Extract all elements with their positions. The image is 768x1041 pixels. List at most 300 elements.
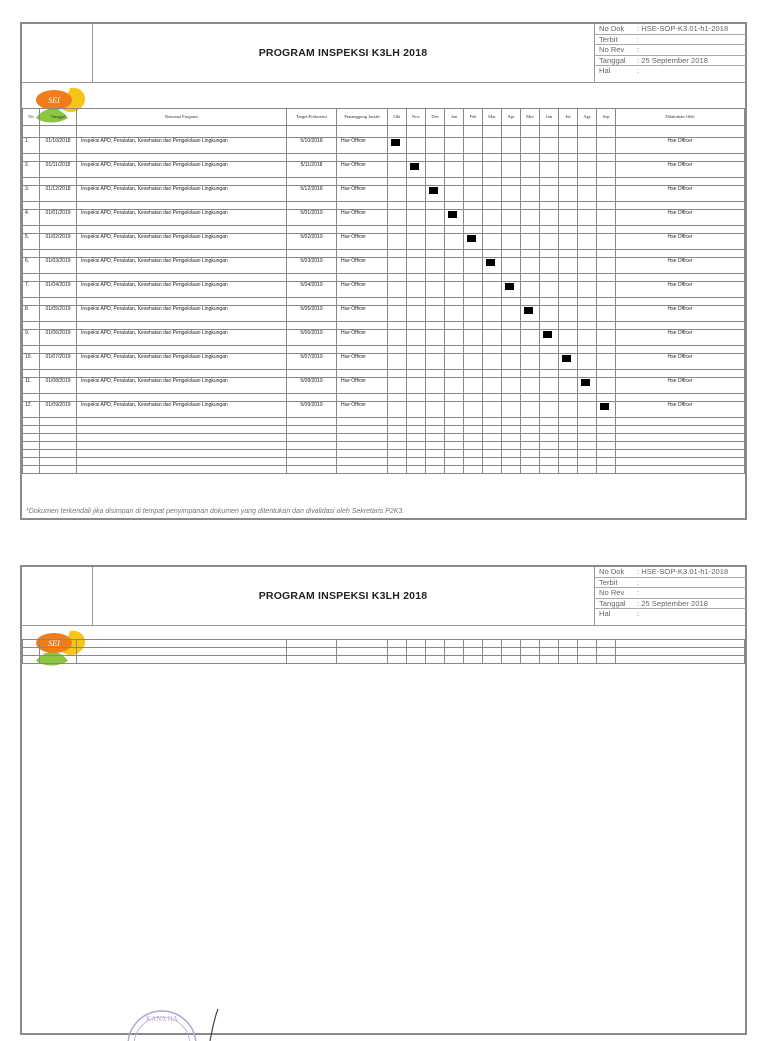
table-cell [616,466,745,474]
month-cell [445,138,464,154]
table-cell [597,648,616,656]
table-cell [559,418,578,426]
table-cell [521,656,540,664]
table-cell [40,154,77,162]
table-cell [23,450,40,458]
meta-tanggal: Tanggal : 25 September 2018 [595,56,746,67]
table-cell [540,640,559,648]
table-cell [502,126,521,138]
month-cell [388,162,407,178]
table-cell [23,250,40,258]
schedule-mark [391,139,400,146]
table-body [23,126,745,474]
table-cell [426,298,445,306]
table-cell [337,640,388,648]
table-cell [540,226,559,234]
table-row [23,330,745,346]
table-body [23,640,745,664]
table-row [23,186,745,202]
table-cell [287,126,337,138]
month-cell [597,234,616,250]
table-cell [616,442,745,450]
table-cell [597,274,616,282]
month-cell [445,378,464,394]
table-header-row [23,109,745,126]
table-cell [445,394,464,402]
table-cell [23,418,40,426]
table-cell [445,434,464,442]
table-cell [40,298,77,306]
table-cell [597,126,616,138]
table-cell [287,442,337,450]
table-cell [407,322,426,330]
table-cell [483,458,502,466]
month-cell [483,402,502,418]
month-cell [597,282,616,298]
row-target: 5/02/2019 [287,234,337,250]
meta-tanggal: Tanggal : 25 September 2018 [595,599,746,610]
table-cell [464,298,483,306]
table-cell [407,370,426,378]
table-cell [597,346,616,354]
table-cell [77,394,287,402]
row-tanggal: 01/06/2019 [40,330,77,346]
table-cell [388,250,407,258]
table-cell [445,648,464,656]
table-cell [77,226,287,234]
row-tanggal: 01/10/2018 [40,138,77,154]
table-cell [287,298,337,306]
table-cell [559,656,578,664]
table-cell [521,178,540,186]
month-cell [578,306,597,322]
month-cell [597,354,616,370]
month-cell [445,234,464,250]
header-tanggal: Tanggal [40,109,77,126]
table-cell [502,466,521,474]
empty-row [23,274,745,282]
row-dilakukan-oleh: Hse Officer [616,402,745,418]
month-cell [540,186,559,202]
row-target: 5/11/2018 [287,162,337,178]
row-dilakukan-oleh: Hse Officer [616,162,745,178]
month-cell [540,306,559,322]
month-cell [445,162,464,178]
empty-row [23,394,745,402]
month-cell [502,306,521,322]
table-cell [445,640,464,648]
table-cell [337,126,388,138]
table-cell [388,274,407,282]
table-cell [388,418,407,426]
table-cell [502,322,521,330]
table-cell [23,656,40,664]
table-cell [616,656,745,664]
table-cell [77,202,287,210]
month-cell [597,138,616,154]
table-cell [616,418,745,426]
month-cell [578,330,597,346]
table-cell [23,442,40,450]
month-cell [388,258,407,274]
month-cell [464,306,483,322]
table-cell [578,226,597,234]
row-penanggung-jawab: Hse Officer [337,234,388,250]
table-cell [616,298,745,306]
table-cell [445,202,464,210]
svg-text:SEI: SEI [48,639,60,648]
month-cell [445,186,464,202]
month-cell [502,186,521,202]
month-cell [578,162,597,178]
table-cell [540,202,559,210]
month-cell [578,210,597,226]
table-cell [407,458,426,466]
table-cell [559,466,578,474]
table-cell [388,226,407,234]
table-cell [23,346,40,354]
table-cell [521,274,540,282]
row-target: 5/01/2019 [287,210,337,226]
table-cell [40,322,77,330]
empty-row [23,226,745,234]
table-cell [407,450,426,458]
row-penanggung-jawab: Hse Officer [337,330,388,346]
table-cell [540,458,559,466]
table-cell [287,274,337,282]
month-cell [578,186,597,202]
table-cell [407,202,426,210]
month-cell [578,258,597,274]
month-cell [559,330,578,346]
table-cell [426,450,445,458]
table-cell [407,466,426,474]
month-cell [407,306,426,322]
row-target: 5/03/2019 [287,258,337,274]
empty-row [23,426,745,434]
table-cell [502,178,521,186]
month-cell [426,330,445,346]
header-no: No [23,109,40,126]
row-penanggung-jawab: Hse Officer [337,210,388,226]
table-row [23,378,745,394]
month-cell [578,234,597,250]
table-cell [578,656,597,664]
table-cell [559,434,578,442]
table-cell [464,394,483,402]
header-month: Jul [559,109,578,126]
month-cell [426,138,445,154]
table-cell [483,426,502,434]
month-cell [521,162,540,178]
row-number: 1. [23,138,40,154]
table-cell [388,126,407,138]
row-target: 5/04/2019 [287,282,337,298]
table-cell [502,442,521,450]
table-cell [540,450,559,458]
row-dilakukan-oleh: Hse Officer [616,378,745,394]
table-cell [445,656,464,664]
svg-text:KANA HA: KANA HA [146,1015,178,1023]
month-cell [388,306,407,322]
table-row [23,306,745,322]
row-dilakukan-oleh: Hse Officer [616,354,745,370]
table-cell [23,640,40,648]
month-cell [407,402,426,418]
table-cell [337,154,388,162]
empty-row [23,648,745,656]
inspection-table [22,108,745,474]
row-number: 8. [23,306,40,322]
table-cell [483,394,502,402]
month-cell [521,186,540,202]
table-cell [540,648,559,656]
row-dilakukan-oleh: Hse Officer [616,306,745,322]
table-cell [445,322,464,330]
month-cell [502,234,521,250]
table-cell [483,322,502,330]
month-cell [426,162,445,178]
empty-row [23,450,745,458]
table-cell [77,370,287,378]
table-cell [77,322,287,330]
table-cell [502,450,521,458]
table-cell [597,426,616,434]
table-cell [578,370,597,378]
row-rencana: Inspeksi APD, Peralatan, Kesehatan dan Pengelolaan Lingkungan [77,282,287,298]
table-cell [40,466,77,474]
table-cell [23,154,40,162]
month-cell [464,138,483,154]
table-cell [464,178,483,186]
row-rencana: Inspeksi APD, Peralatan, Kesehatan dan Pengelolaan Lingkungan [77,378,287,394]
table-cell [616,126,745,138]
table-cell [483,154,502,162]
table-cell [77,126,287,138]
month-cell [426,402,445,418]
svg-text:SEI: SEI [48,96,60,105]
table-cell [77,450,287,458]
row-number: 9. [23,330,40,346]
table-cell [388,394,407,402]
table-cell [445,418,464,426]
row-tanggal: 01/05/2019 [40,306,77,322]
month-cell [445,258,464,274]
month-cell [597,402,616,418]
table-cell [407,346,426,354]
table-cell [521,226,540,234]
table-cell [426,202,445,210]
table-cell [77,178,287,186]
table-cell [578,458,597,466]
month-cell [502,138,521,154]
meta-no-rev: No Rev : [595,45,746,56]
table-cell [502,648,521,656]
table-cell [77,640,287,648]
table-cell [597,466,616,474]
month-cell [426,210,445,226]
table-cell [540,466,559,474]
month-cell [502,162,521,178]
month-cell [540,402,559,418]
row-tanggal: 01/01/2019 [40,210,77,226]
month-cell [388,354,407,370]
table-cell [483,298,502,306]
table-cell [578,442,597,450]
table-cell [77,648,287,656]
table-cell [445,250,464,258]
table-cell [464,648,483,656]
month-cell [426,306,445,322]
schedule-mark [505,283,514,290]
table-cell [559,154,578,162]
table-cell [426,426,445,434]
table-cell [388,370,407,378]
document-page-2 [20,565,747,1035]
table-cell [407,394,426,402]
header-month: Okt [388,109,407,126]
table-cell [23,466,40,474]
month-cell [502,378,521,394]
month-cell [521,234,540,250]
row-tanggal: 01/04/2019 [40,282,77,298]
table-cell [445,274,464,282]
table-cell [40,346,77,354]
row-number: 3. [23,186,40,202]
table-cell [521,394,540,402]
schedule-mark [600,403,609,410]
table-cell [337,322,388,330]
table-cell [540,370,559,378]
table-cell [597,250,616,258]
table-cell [464,458,483,466]
row-penanggung-jawab: Hse Officer [337,354,388,370]
row-number: 7. [23,282,40,298]
table-cell [337,370,388,378]
month-cell [464,402,483,418]
month-cell [540,162,559,178]
table-cell [597,202,616,210]
table-cell [578,298,597,306]
table-cell [597,298,616,306]
table-cell [502,394,521,402]
table-cell [578,178,597,186]
table-cell [578,640,597,648]
table-cell [426,656,445,664]
row-rencana: Inspeksi APD, Peralatan, Kesehatan dan Pengelolaan Lingkungan [77,354,287,370]
row-target: 5/09/2019 [287,402,337,418]
table-cell [388,154,407,162]
table-cell [578,426,597,434]
empty-row [23,656,745,664]
month-cell [388,210,407,226]
row-dilakukan-oleh: Hse Officer [616,186,745,202]
table-cell [483,656,502,664]
row-penanggung-jawab: Hse Officer [337,378,388,394]
table-cell [521,434,540,442]
month-cell [407,162,426,178]
month-cell [464,378,483,394]
month-cell [559,282,578,298]
table-cell [559,442,578,450]
meta-no-dok: No Dok : HSE-SOP-K3.01-h1-2018 [595,567,746,578]
month-cell [464,330,483,346]
empty-row [23,346,745,354]
month-cell [540,354,559,370]
row-tanggal: 01/12/2018 [40,186,77,202]
schedule-mark [467,235,476,242]
table-cell [445,226,464,234]
table-cell [464,466,483,474]
month-cell [426,234,445,250]
table-cell [616,322,745,330]
table-cell [578,450,597,458]
table-cell [521,250,540,258]
table-cell [337,226,388,234]
table-cell [40,450,77,458]
table-cell [502,656,521,664]
table-row [23,162,745,178]
table-cell [388,322,407,330]
table-cell [578,202,597,210]
table-cell [40,250,77,258]
row-rencana: Inspeksi APD, Peralatan, Kesehatan dan Pengelolaan Lingkungan [77,210,287,226]
month-cell [407,378,426,394]
month-cell [521,138,540,154]
table-cell [426,434,445,442]
table-cell [287,434,337,442]
month-cell [464,354,483,370]
row-tanggal: 01/03/2019 [40,258,77,274]
table-cell [388,656,407,664]
table-cell [407,418,426,426]
meta-no-dok: No Dok : HSE-SOP-K3.01-h1-2018 [595,24,746,35]
document-header [22,24,745,83]
table-cell [521,370,540,378]
table-cell [287,346,337,354]
table-cell [597,656,616,664]
table-cell [464,274,483,282]
table-cell [502,458,521,466]
row-dilakukan-oleh: Hse Officer [616,234,745,250]
month-cell [597,330,616,346]
document-title: PROGRAM INSPEKSI K3LH 2018 [258,590,428,602]
header-month: Jan [445,109,464,126]
table-cell [77,274,287,282]
row-dilakukan-oleh: Hse Officer [616,138,745,154]
table-cell [388,648,407,656]
table-cell [287,394,337,402]
table-cell [464,202,483,210]
table-cell [287,648,337,656]
table-cell [287,154,337,162]
table-cell [521,458,540,466]
row-penanggung-jawab: Hse Officer [337,306,388,322]
table-cell [337,656,388,664]
schedule-mark [429,187,438,194]
table-cell [597,450,616,458]
table-cell [388,426,407,434]
month-cell [407,330,426,346]
table-cell [287,250,337,258]
month-cell [559,138,578,154]
month-cell [388,282,407,298]
table-cell [464,442,483,450]
table-cell [23,394,40,402]
table-cell [77,466,287,474]
table-cell [597,178,616,186]
table-cell [464,126,483,138]
